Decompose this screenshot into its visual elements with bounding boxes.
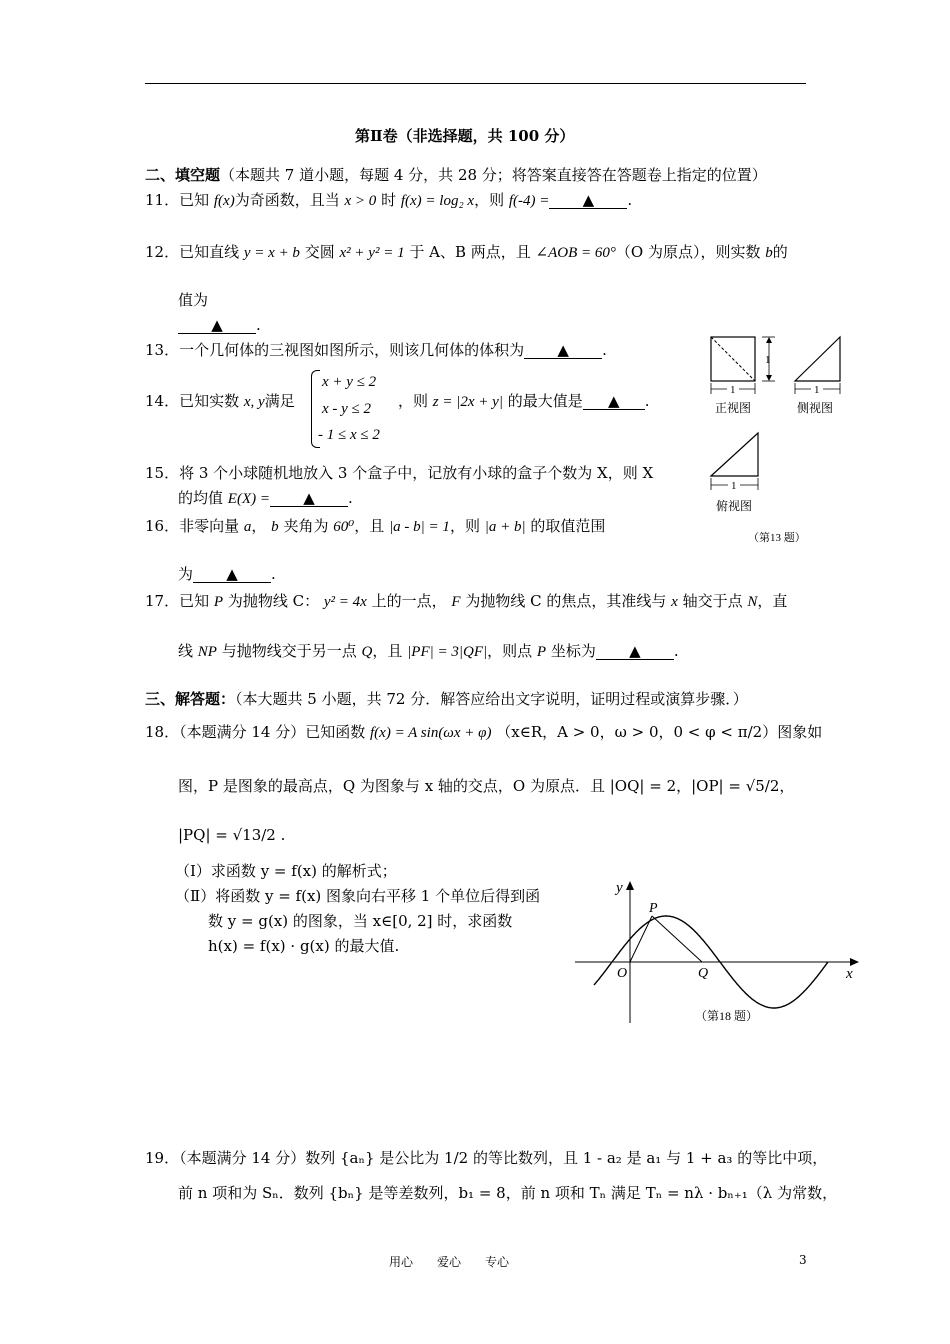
q17-t8: ，且: [372, 642, 403, 660]
q18-part2b: 数 y = g(x) 的图象，当 x∈[0, 2] 时，求函数: [208, 912, 513, 930]
q12-num: 12．已知直线: [145, 243, 240, 261]
q16-t3: ，则: [449, 517, 480, 535]
q18-line3: |PQ| = √13/2 .: [178, 826, 286, 844]
q14-end: .: [644, 392, 650, 410]
q11-t1: 为奇函数，且当: [234, 191, 340, 209]
section2-heading: [145, 165, 767, 185]
q16-comma: ，: [251, 517, 267, 535]
q18-part2c: h(x) = f(x) · g(x) 的最大值.: [208, 937, 400, 955]
label-Q: Q: [698, 966, 709, 981]
q12-end: .: [256, 316, 261, 334]
q18-part1: （Ⅰ）求函数 y = f(x) 的解析式；: [175, 862, 397, 880]
q17-F: F: [451, 594, 461, 610]
q17-t3: 为抛物线 C 的焦点，其准线与: [465, 592, 667, 610]
q17-t5: ，直: [757, 592, 788, 610]
q18-part2a: （Ⅱ）将函数 y = f(x) 图象向右平移 1 个单位后得到函: [175, 887, 541, 905]
section2-note: （本题共 7 道小题，每题 4 分，共 28 分；将答案直接答在答题卷上指定的位置）: [220, 166, 767, 184]
question-13: [145, 340, 607, 360]
question-16: [145, 516, 605, 537]
q17-t4: 轴交于点: [682, 592, 743, 610]
q16-end: .: [271, 565, 276, 583]
q15-ex: E(X) =: [227, 491, 270, 507]
question-17: [145, 591, 787, 612]
q16-t4: 的取值范围: [530, 517, 606, 535]
q18-line1a: 18．（本题满分 14 分）已知函数: [145, 723, 366, 741]
q13-text: 13．一个几何体的三视图如图所示，则该几何体的体积为: [145, 341, 525, 359]
q14-tail: [398, 391, 650, 412]
q11-t2: 时: [381, 191, 397, 209]
figure-18-caption: （第18 题）: [695, 1009, 759, 1023]
q14-t1: 满足: [264, 392, 295, 410]
label-P: P: [649, 901, 658, 916]
front-view-diagonal: [711, 337, 755, 381]
q14-c3: - 1 ≤ x ≤ 2: [318, 427, 380, 443]
answer-blank[interactable]: ▲: [549, 192, 627, 209]
q18-line1b: （x∈R，A > 0，ω > 0，0 < φ < π/2）图象如: [496, 723, 823, 741]
q17-N: N: [747, 594, 758, 610]
dim-label-front: 1: [730, 384, 736, 396]
segment-OP: [630, 916, 652, 962]
q12-answer: [178, 315, 261, 335]
q17-cond: |PF| = 3|QF|: [407, 644, 488, 660]
q11-t3: ，则: [474, 191, 505, 209]
q18-line2: 图，P 是图象的最高点，Q 为图象与 x 轴的交点，O 为原点．且 |OQ| = 2，|OP| = √5/2，: [178, 777, 795, 795]
q18-func: f(x) = A sin(ωx + φ): [370, 725, 492, 741]
q19-line1: 19．（本题满分 14 分）数列 {aₙ} 是公比为 1/2 的等比数列，且 1 - a₂ 是 a₁ 与 1 + a₃ 的等比中项，: [145, 1149, 828, 1167]
q17-P: P: [213, 594, 224, 610]
x-axis-arrow: [850, 958, 859, 966]
q15-line2: [178, 488, 353, 509]
q14-num: 14．已知实数: [145, 392, 240, 410]
q11-num: 11．已知: [145, 191, 210, 209]
answer-blank[interactable]: ▲: [193, 566, 271, 583]
q16-b: b: [271, 519, 279, 535]
q11-expr: f(x) = log₂ x: [400, 193, 475, 209]
q14-c2: x - y ≤ 2: [322, 401, 372, 417]
q13-end: .: [602, 341, 607, 359]
label-x: x: [846, 966, 853, 982]
q17-t2: 上的一点，: [371, 592, 447, 610]
q16-a: a: [243, 519, 252, 535]
q17-parab: y² = 4x: [323, 594, 367, 610]
answer-blank[interactable]: ▲: [178, 317, 256, 334]
q16-t1: 夹角为: [283, 517, 329, 535]
q18-line1: [145, 722, 822, 743]
q19-line2: 前 n 项和为 Sₙ．数列 {bₙ} 是等差数列，b₁ = 8，前 n 项和 Tₙ 满足 Tₙ = nλ · bₙ₊₁（λ 为常数，: [178, 1184, 838, 1202]
q17-t10: 坐标为: [550, 642, 596, 660]
q15-t1: 的均值: [178, 489, 224, 507]
question-11: [145, 190, 632, 211]
q12-t1: 交圆: [304, 243, 335, 261]
q12-line: y = x + b: [243, 245, 300, 261]
q16-cond: |a - b| = 1: [389, 519, 450, 535]
answer-blank[interactable]: ▲: [524, 342, 602, 359]
sine-graph: [570, 878, 860, 1028]
footer-slogan: 用心 爱心 专心: [389, 1255, 510, 1269]
label-O: O: [617, 966, 628, 981]
segment-PQ: [652, 916, 702, 962]
q12-t5: 值为: [178, 291, 209, 309]
header-rule: [145, 83, 806, 84]
page-number: 3: [799, 1253, 807, 1267]
q17-t1: 为抛物线 C：: [227, 592, 320, 610]
q16-deg: 60⁰: [333, 519, 355, 535]
q14-t2: ，则: [398, 392, 429, 410]
part2-title: 第Ⅱ卷（非选择题，共 100 分）: [355, 127, 575, 145]
q14-c1: x + y ≤ 2: [322, 374, 377, 390]
q14-lead: [145, 391, 295, 412]
q16-t2: ，且: [354, 517, 385, 535]
q14-z: z = |2x + y|: [432, 394, 503, 410]
q14-t3: 的最大值是: [507, 392, 583, 410]
label-y: y: [616, 880, 623, 896]
label-front-view: 正视图: [715, 401, 752, 415]
q16-t5: 为: [178, 565, 194, 583]
question-12: [145, 242, 788, 263]
q11-f: f(x): [213, 193, 235, 209]
side-view-triangle: [795, 337, 840, 381]
dim-label-side: 1: [814, 384, 820, 396]
answer-blank[interactable]: ▲: [596, 643, 674, 660]
q11-cond: x > 0: [344, 193, 377, 209]
q12-b: b: [765, 245, 773, 261]
dim-arrow: [766, 337, 772, 343]
q15-line1: 15．将 3 个小球随机地放入 3 个盒子中，记放有小球的盒子个数为 X，则 X: [145, 464, 654, 482]
q14-vars: x, y: [243, 394, 265, 410]
section2-title: 二、填空题: [145, 166, 221, 184]
q17-t9: ，则点: [487, 642, 533, 660]
dim-arrow: [766, 375, 772, 381]
top-view-triangle: [711, 433, 758, 476]
section3-note: （本大题共 5 小题，共 72 分．解答应给出文字说明，证明过程或演算步骤．）: [235, 690, 748, 708]
q17-t6: 线: [178, 642, 194, 660]
section3-title: 三、解答题：: [145, 690, 236, 708]
q16-ask: |a + b|: [484, 519, 526, 535]
q11-ask: f(-4) =: [508, 193, 550, 209]
q12-angle: ∠AOB = 60°: [535, 245, 616, 261]
q17-end: .: [673, 642, 679, 660]
q12-t3: （O 为原点），则实数: [615, 243, 761, 261]
q15-end: .: [347, 489, 353, 507]
y-axis-arrow: [626, 881, 634, 890]
q12-circle: x² + y² = 1: [339, 245, 405, 261]
answer-blank[interactable]: ▲: [270, 490, 348, 507]
three-view-figure: [700, 328, 860, 553]
question-17-cont: [178, 641, 679, 662]
q17-t7: 与抛物线交于另一点: [221, 642, 357, 660]
answer-blank[interactable]: ▲: [583, 393, 645, 410]
q17-Q: Q: [361, 644, 373, 660]
q16-answer: [178, 564, 276, 584]
dim-label-height: 1: [765, 354, 771, 366]
q17-P2: P: [536, 644, 547, 660]
q12-t4: 的: [772, 243, 788, 261]
label-top-view: 俯视图: [716, 499, 753, 513]
label-side-view: 侧视图: [797, 401, 834, 415]
figure-13-caption: （第13 题）: [748, 532, 806, 544]
q17-num: 17．已知: [145, 592, 210, 610]
q16-num: 16．非零向量: [145, 517, 240, 535]
q17-x: x: [671, 594, 678, 610]
dim-label-top: 1: [731, 480, 737, 492]
q12-t2: 于 A、B 两点，且: [409, 243, 531, 261]
q17-NP: NP: [197, 644, 217, 660]
section3-heading: [145, 689, 748, 709]
q11-end: .: [627, 191, 633, 209]
